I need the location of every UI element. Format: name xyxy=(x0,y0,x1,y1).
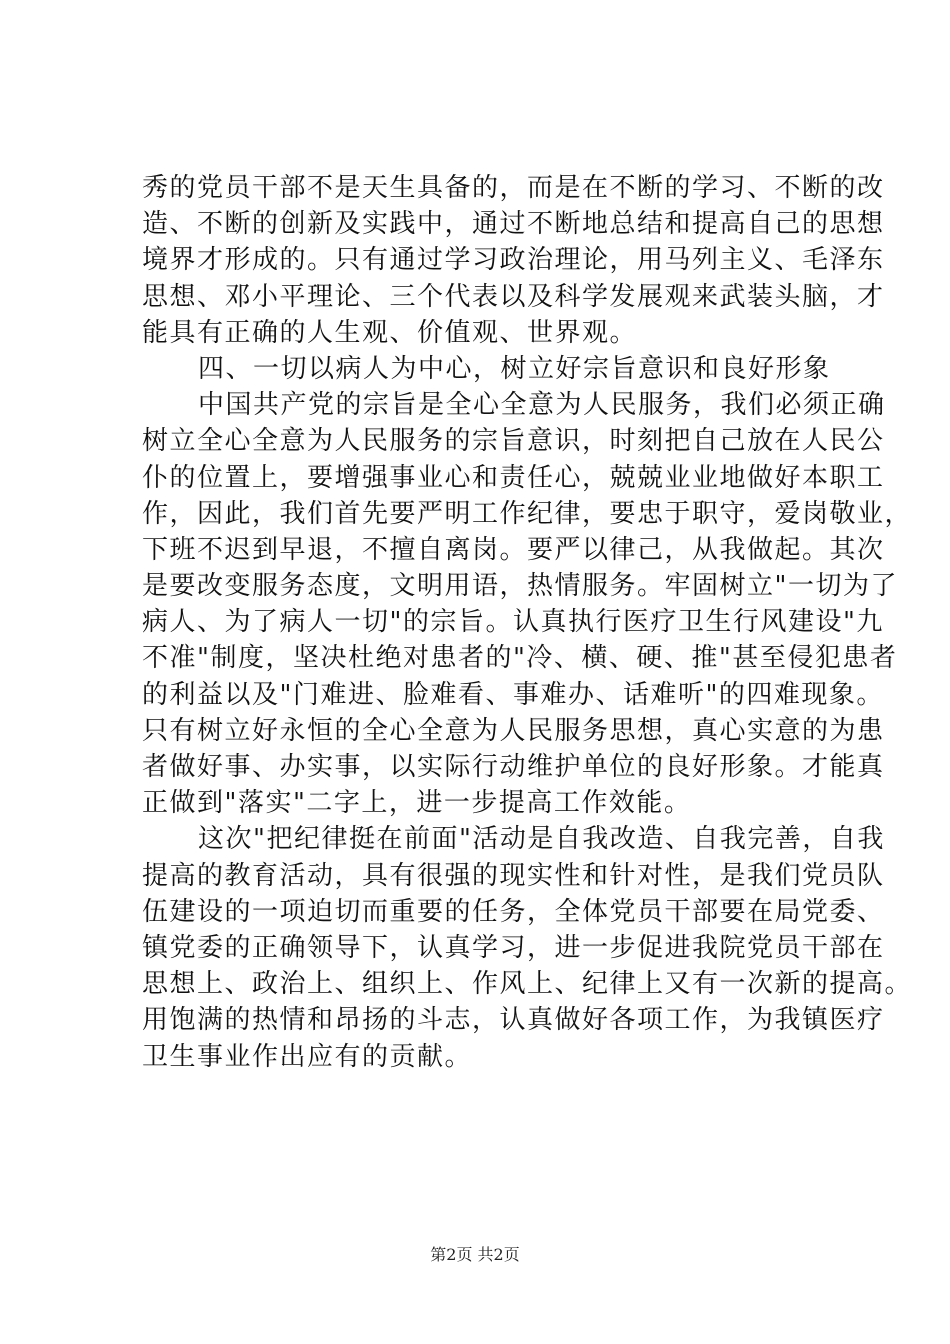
page-footer: 第2页 共2页 xyxy=(430,1245,520,1264)
text-line: 下班不迟到早退，不擅自离岗。要严以律己，从我做起。其次 xyxy=(142,534,885,565)
text-line: 仆的位置上，要增强事业心和责任心，兢兢业业地做好本职工 xyxy=(142,462,885,493)
text-line: 不准"制度，坚决杜绝对患者的"冷、横、硬、推"甚至侵犯患者 xyxy=(142,643,898,674)
text-line: 作，因此，我们首先要严明工作纪律，要忠于职守，爱岗敬业， xyxy=(142,498,913,529)
text-line: 正做到"落实"二字上，进一步提高工作效能。 xyxy=(142,788,692,819)
text-line: 秀的党员干部不是天生具备的，而是在不断的学习、不断的改 xyxy=(142,173,885,203)
text-line: 是要改变服务态度，文明用语，热情服务。牢固树立"一切为了 xyxy=(142,571,898,602)
text-line: 中国共产党的宗旨是全心全意为人民服务，我们必须正确 xyxy=(198,390,886,421)
text-line: 四、一切以病人为中心，树立好宗旨意识和良好形象 xyxy=(198,353,831,384)
text-line: 镇党委的正确领导下，认真学习，进一步促进我院党员干部在 xyxy=(142,932,885,963)
text-line: 的利益以及"门难进、脸难看、事难办、话难听"的四难现象。 xyxy=(142,679,884,710)
text-line: 者做好事、办实事，以实际行动维护单位的良好形象。才能真 xyxy=(142,752,885,782)
text-line: 病人、为了病人一切"的宗旨。认真执行医疗卫生行风建设"九 xyxy=(142,607,884,638)
text-line: 思想上、政治上、组织上、作风上、纪律上又有一次新的提高。 xyxy=(142,969,913,1000)
text-line: 树立全心全意为人民服务的宗旨意识，时刻把自己放在人民公 xyxy=(142,426,885,457)
text-line: 这次"把纪律挺在前面"活动是自我改造、自我完善，自我 xyxy=(198,824,885,855)
document-body xyxy=(142,170,913,1075)
text-line: 能具有正确的人生观、价值观、世界观。 xyxy=(142,317,638,348)
text-line: 伍建设的一项迫切而重要的任务，全体党员干部要在局党委、 xyxy=(142,896,885,927)
text-line: 用饱满的热情和昂扬的斗志，认真做好各项工作，为我镇医疗 xyxy=(142,1005,885,1036)
text-line: 提高的教育活动，具有很强的现实性和针对性，是我们党员队 xyxy=(142,860,885,891)
text-line: 卫生事业作出应有的贡献。 xyxy=(142,1041,473,1072)
text-line: 造、不断的创新及实践中，通过不断地总结和提高自己的思想 xyxy=(142,209,885,240)
text-line: 思想、邓小平理论、三个代表以及科学发展观来武装头脑，才 xyxy=(142,281,885,312)
text-line: 境界才形成的。只有通过学习政治理论，用马列主义、毛泽东 xyxy=(142,245,885,276)
text-line: 只有树立好永恒的全心全意为人民服务思想，真心实意的为患 xyxy=(142,715,885,746)
